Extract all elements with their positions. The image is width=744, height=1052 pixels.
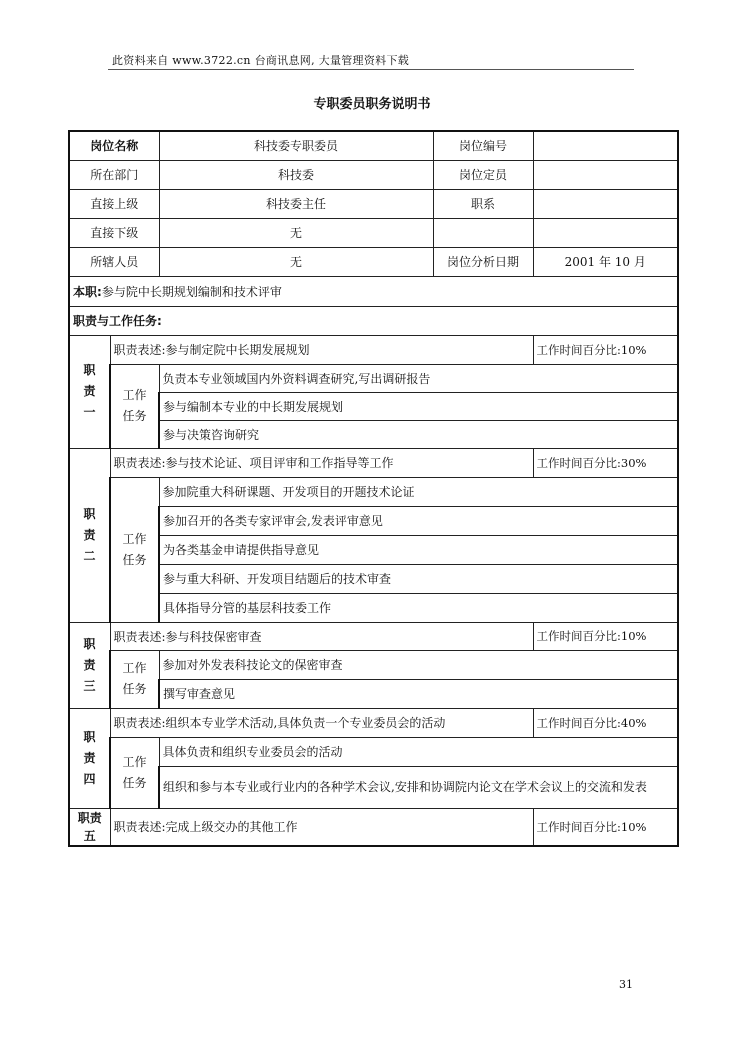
task-item: 参加对外发表科技论文的保密审查 (159, 650, 678, 679)
header-divider (108, 69, 634, 70)
analysis-date-label: 岗位分析日期 (433, 247, 533, 276)
task-item: 参与决策咨询研究 (159, 420, 678, 448)
duty-1-label: 职 责 一 (69, 335, 110, 448)
duty-1-statement: 职责表述:参与制定院中长期发展规划 (110, 335, 533, 364)
main-duty-label: 本职: (73, 284, 102, 299)
source-header: 此资料来自 www.3722.cn 台商讯息网, 大量管理资料下载 (112, 54, 410, 67)
supervisor-label: 直接上级 (69, 189, 159, 218)
position-code-label: 岗位编号 (433, 131, 533, 160)
duty-1-percent: 工作时间百分比:10% (533, 335, 678, 364)
managed-value: 无 (159, 247, 433, 276)
task-item: 撰写审查意见 (159, 679, 678, 708)
main-duty (69, 276, 678, 306)
task-item: 参加召开的各类专家评审会,发表评审意见 (159, 506, 678, 535)
task-item: 具体指导分管的基层科技委工作 (159, 593, 678, 622)
supervisor-value: 科技委主任 (159, 189, 433, 218)
managed-label: 所辖人员 (69, 247, 159, 276)
task-item: 负责本专业领域国内外资料调查研究,写出调研报告 (159, 364, 678, 392)
task-item: 参加院重大科研课题、开发项目的开题技术论证 (159, 477, 678, 506)
duty-5-label: 职责 五 (69, 808, 110, 846)
position-name-value: 科技委专职委员 (159, 131, 433, 160)
task-item: 组织和参与本专业或行业内的各种学术会议,安排和协调院内论文在学术会议上的交流和发表 (159, 766, 678, 808)
job-description-table (68, 130, 679, 847)
page-number: 31 (619, 978, 633, 991)
duty-2-task-label: 工作 任务 (110, 477, 159, 622)
duty-4-label: 职 责 四 (69, 708, 110, 808)
duty-2-percent: 工作时间百分比:30% (533, 448, 678, 477)
headcount-value (533, 160, 678, 189)
duty-3-percent: 工作时间百分比:10% (533, 622, 678, 650)
duty-3-label: 职 责 三 (69, 622, 110, 708)
duty-1-task-label: 工作 任务 (110, 364, 159, 448)
duty-2-label: 职 责 二 (69, 448, 110, 622)
empty-cell (533, 218, 678, 247)
duty-5-statement: 职责表述:完成上级交办的其他工作 (110, 808, 533, 846)
duty-4-task-label: 工作 任务 (110, 737, 159, 808)
headcount-label: 岗位定员 (433, 160, 533, 189)
contact-label: 职系 (433, 189, 533, 218)
task-item: 为各类基金申请提供指导意见 (159, 535, 678, 564)
duty-4-percent: 工作时间百分比:40% (533, 708, 678, 737)
task-item: 参与编制本专业的中长期发展规划 (159, 392, 678, 420)
position-name-label: 岗位名称 (69, 131, 159, 160)
task-item: 具体负责和组织专业委员会的活动 (159, 737, 678, 766)
department-label: 所在部门 (69, 160, 159, 189)
empty-cell (433, 218, 533, 247)
position-code-value (533, 131, 678, 160)
task-item: 参与重大科研、开发项目结题后的技术审查 (159, 564, 678, 593)
subordinate-value: 无 (159, 218, 433, 247)
duty-5-percent: 工作时间百分比:10% (533, 808, 678, 846)
department-value: 科技委 (159, 160, 433, 189)
duty-3-statement: 职责表述:参与科技保密审查 (110, 622, 533, 650)
duty-2-statement: 职责表述:参与技术论证、项目评审和工作指导等工作 (110, 448, 533, 477)
duty-4-statement: 职责表述:组织本专业学术活动,具体负责一个专业委员会的活动 (110, 708, 533, 737)
main-duty-text: 参与院中长期规划编制和技术评审 (101, 284, 282, 299)
page-title: 专职委员职务说明书 (313, 97, 431, 112)
contact-value (533, 189, 678, 218)
subordinate-label: 直接下级 (69, 218, 159, 247)
duties-header: 职责与工作任务: (69, 306, 678, 335)
duty-3-task-label: 工作 任务 (110, 650, 159, 708)
analysis-date-value: 2001 年 10 月 (533, 247, 678, 276)
